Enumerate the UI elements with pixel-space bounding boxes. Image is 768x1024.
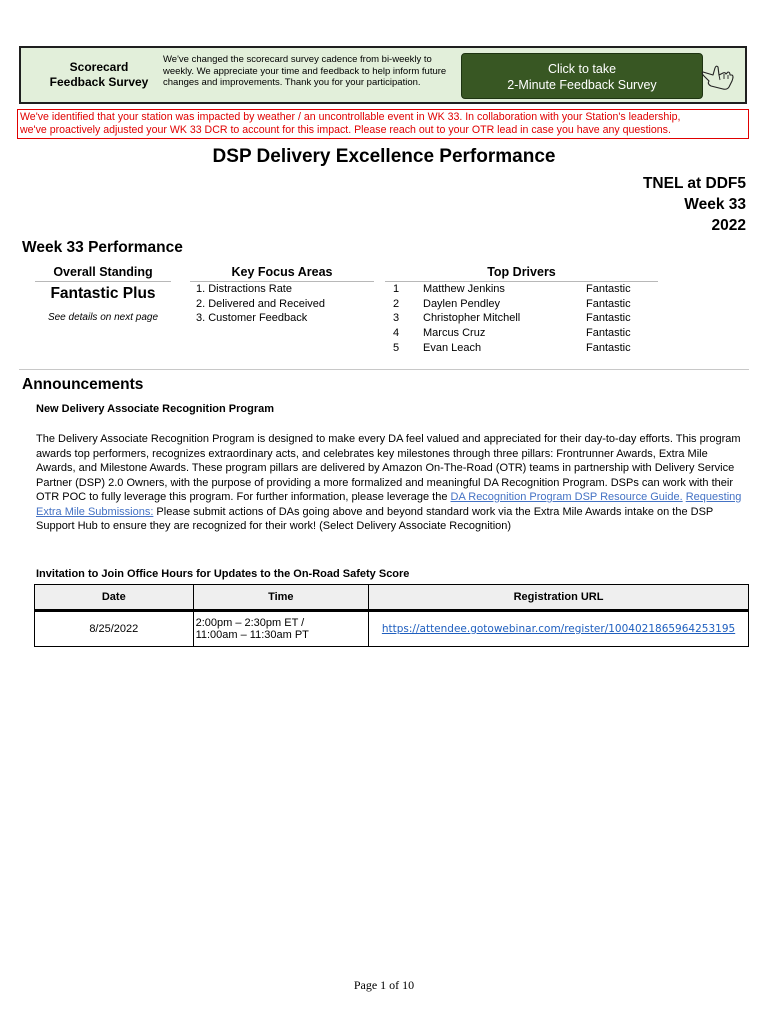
driver-row	[385, 311, 658, 326]
registration-link[interactable]: https://attendee.gotowebinar.com/register/1004021865964253195	[381, 623, 736, 635]
driver-name: Christopher Mitchell	[423, 312, 521, 325]
date-column-header: Date	[35, 585, 194, 611]
driver-row	[385, 341, 658, 356]
survey-button-line2: 2-Minute Feedback Survey	[507, 78, 657, 92]
program-title: New Delivery Associate Recognition Program	[36, 403, 274, 415]
key-focus-list	[196, 282, 325, 326]
time-pt: 11:00am – 11:30am PT	[195, 629, 309, 641]
extra-mile-submissions-link[interactable]: Requesting Extra Mile Submissions:	[36, 491, 742, 518]
program-description	[36, 432, 748, 534]
driver-rating: Fantastic	[586, 312, 631, 325]
driver-rank: 2	[392, 297, 400, 310]
survey-button-line1: Click to take	[547, 62, 617, 76]
resource-guide-link[interactable]: DA Recognition Program DSP Resource Guide.	[450, 491, 683, 503]
driver-name: Evan Leach	[423, 341, 482, 354]
weather-notice-line1: We've identified that your station was impacted by weather / an uncontrollable event in WK 33. In collaboration with your Station's leadership,	[20, 111, 681, 123]
time-cell	[193, 611, 368, 647]
station-name: TNEL at DDF5	[642, 175, 746, 192]
page-title: DSP Delivery Excellence Performance	[212, 146, 556, 167]
driver-rating: Fantastic	[586, 341, 631, 354]
survey-banner	[19, 46, 747, 104]
driver-rating: Fantastic	[586, 283, 631, 295]
year-label: 2022	[711, 217, 746, 234]
weather-impact-notice	[17, 109, 749, 139]
driver-rank: 5	[392, 341, 400, 354]
section-divider	[19, 369, 749, 370]
driver-name: Marcus Cruz	[423, 327, 486, 340]
office-hours-table	[34, 584, 749, 647]
program-text-2: Please submit actions of DAs going above and beyond standard work via the Extra Mile Awards intake on the DSP Support Hub to ensure they are recognized for their work! (Select Delivery Associate Recognition)	[36, 505, 714, 532]
overall-standing-note: See details on next page	[47, 312, 159, 323]
program-text-1: The Delivery Associate Recognition Program is designed to make every DA feel valued and appreciated for their day-to-day efforts. This program awards top performers, recognizes extraordinary acts, and celebrates key milestones through three pillars: Frontrunner Awards, Extra Mile Awards, and Milestone Awards. These program pillars are delivered by Amazon On-The-Road (OTR) teams in partnership with Delivery Service Partner (DSP) 2.0 Owners, with the purpose of providing a more formalized and meaningful DA Recognition Program. DSPs can work with their OTR POC to fully leverage this program. For further information, please leverage the	[36, 433, 741, 503]
page-number: Page 1 of 10	[353, 978, 415, 992]
url-cell	[369, 611, 749, 647]
survey-description: We've changed the scorecard survey cadence from bi-weekly to weekly. We appreciate your time and feedback to help inform future changes and improvements. Thank you for your participation.	[163, 54, 447, 88]
performance-heading: Week 33 Performance	[22, 239, 183, 256]
date-cell: 8/25/2022	[35, 611, 194, 647]
office-hours-title: Invitation to Join Office Hours for Updates to the On-Road Safety Score	[36, 568, 410, 580]
driver-name: Daylen Pendley	[423, 297, 501, 310]
pointing-hand-icon[interactable]	[701, 64, 735, 92]
overall-standing-value: Fantastic Plus	[50, 285, 156, 302]
focus-item: 3. Customer Feedback	[196, 312, 308, 325]
time-et: 2:00pm – 2:30pm ET /	[195, 617, 305, 629]
take-survey-button[interactable]	[461, 53, 703, 99]
driver-rating: Fantastic	[586, 327, 631, 340]
station-info	[643, 173, 746, 236]
focus-item: 2. Delivered and Received	[196, 297, 326, 310]
survey-title: Scorecard Feedback Survey	[49, 60, 149, 89]
driver-row	[385, 297, 658, 312]
overall-standing-header: Overall Standing	[35, 265, 171, 282]
driver-rank: 1	[392, 283, 400, 295]
week-label: Week 33	[684, 196, 746, 213]
top-drivers-header: Top Drivers	[385, 265, 658, 282]
announcements-heading: Announcements	[22, 376, 144, 393]
driver-rank: 4	[392, 327, 400, 340]
top-drivers-table	[385, 282, 658, 355]
driver-rating: Fantastic	[586, 297, 631, 310]
driver-rank: 3	[392, 312, 400, 325]
driver-row	[385, 326, 658, 341]
table-row	[35, 611, 749, 647]
url-column-header: Registration URL	[369, 585, 749, 611]
weather-notice-line2: we've proactively adjusted your WK 33 DCR to account for this impact. Please reach out to your OTR lead in case you have any questions.	[20, 124, 671, 136]
key-focus-header: Key Focus Areas	[190, 265, 374, 282]
driver-row	[385, 282, 658, 297]
table-header-row	[35, 585, 749, 611]
driver-name: Matthew Jenkins	[423, 283, 505, 295]
focus-item: 1. Distractions Rate	[196, 283, 292, 295]
time-column-header: Time	[193, 585, 368, 611]
